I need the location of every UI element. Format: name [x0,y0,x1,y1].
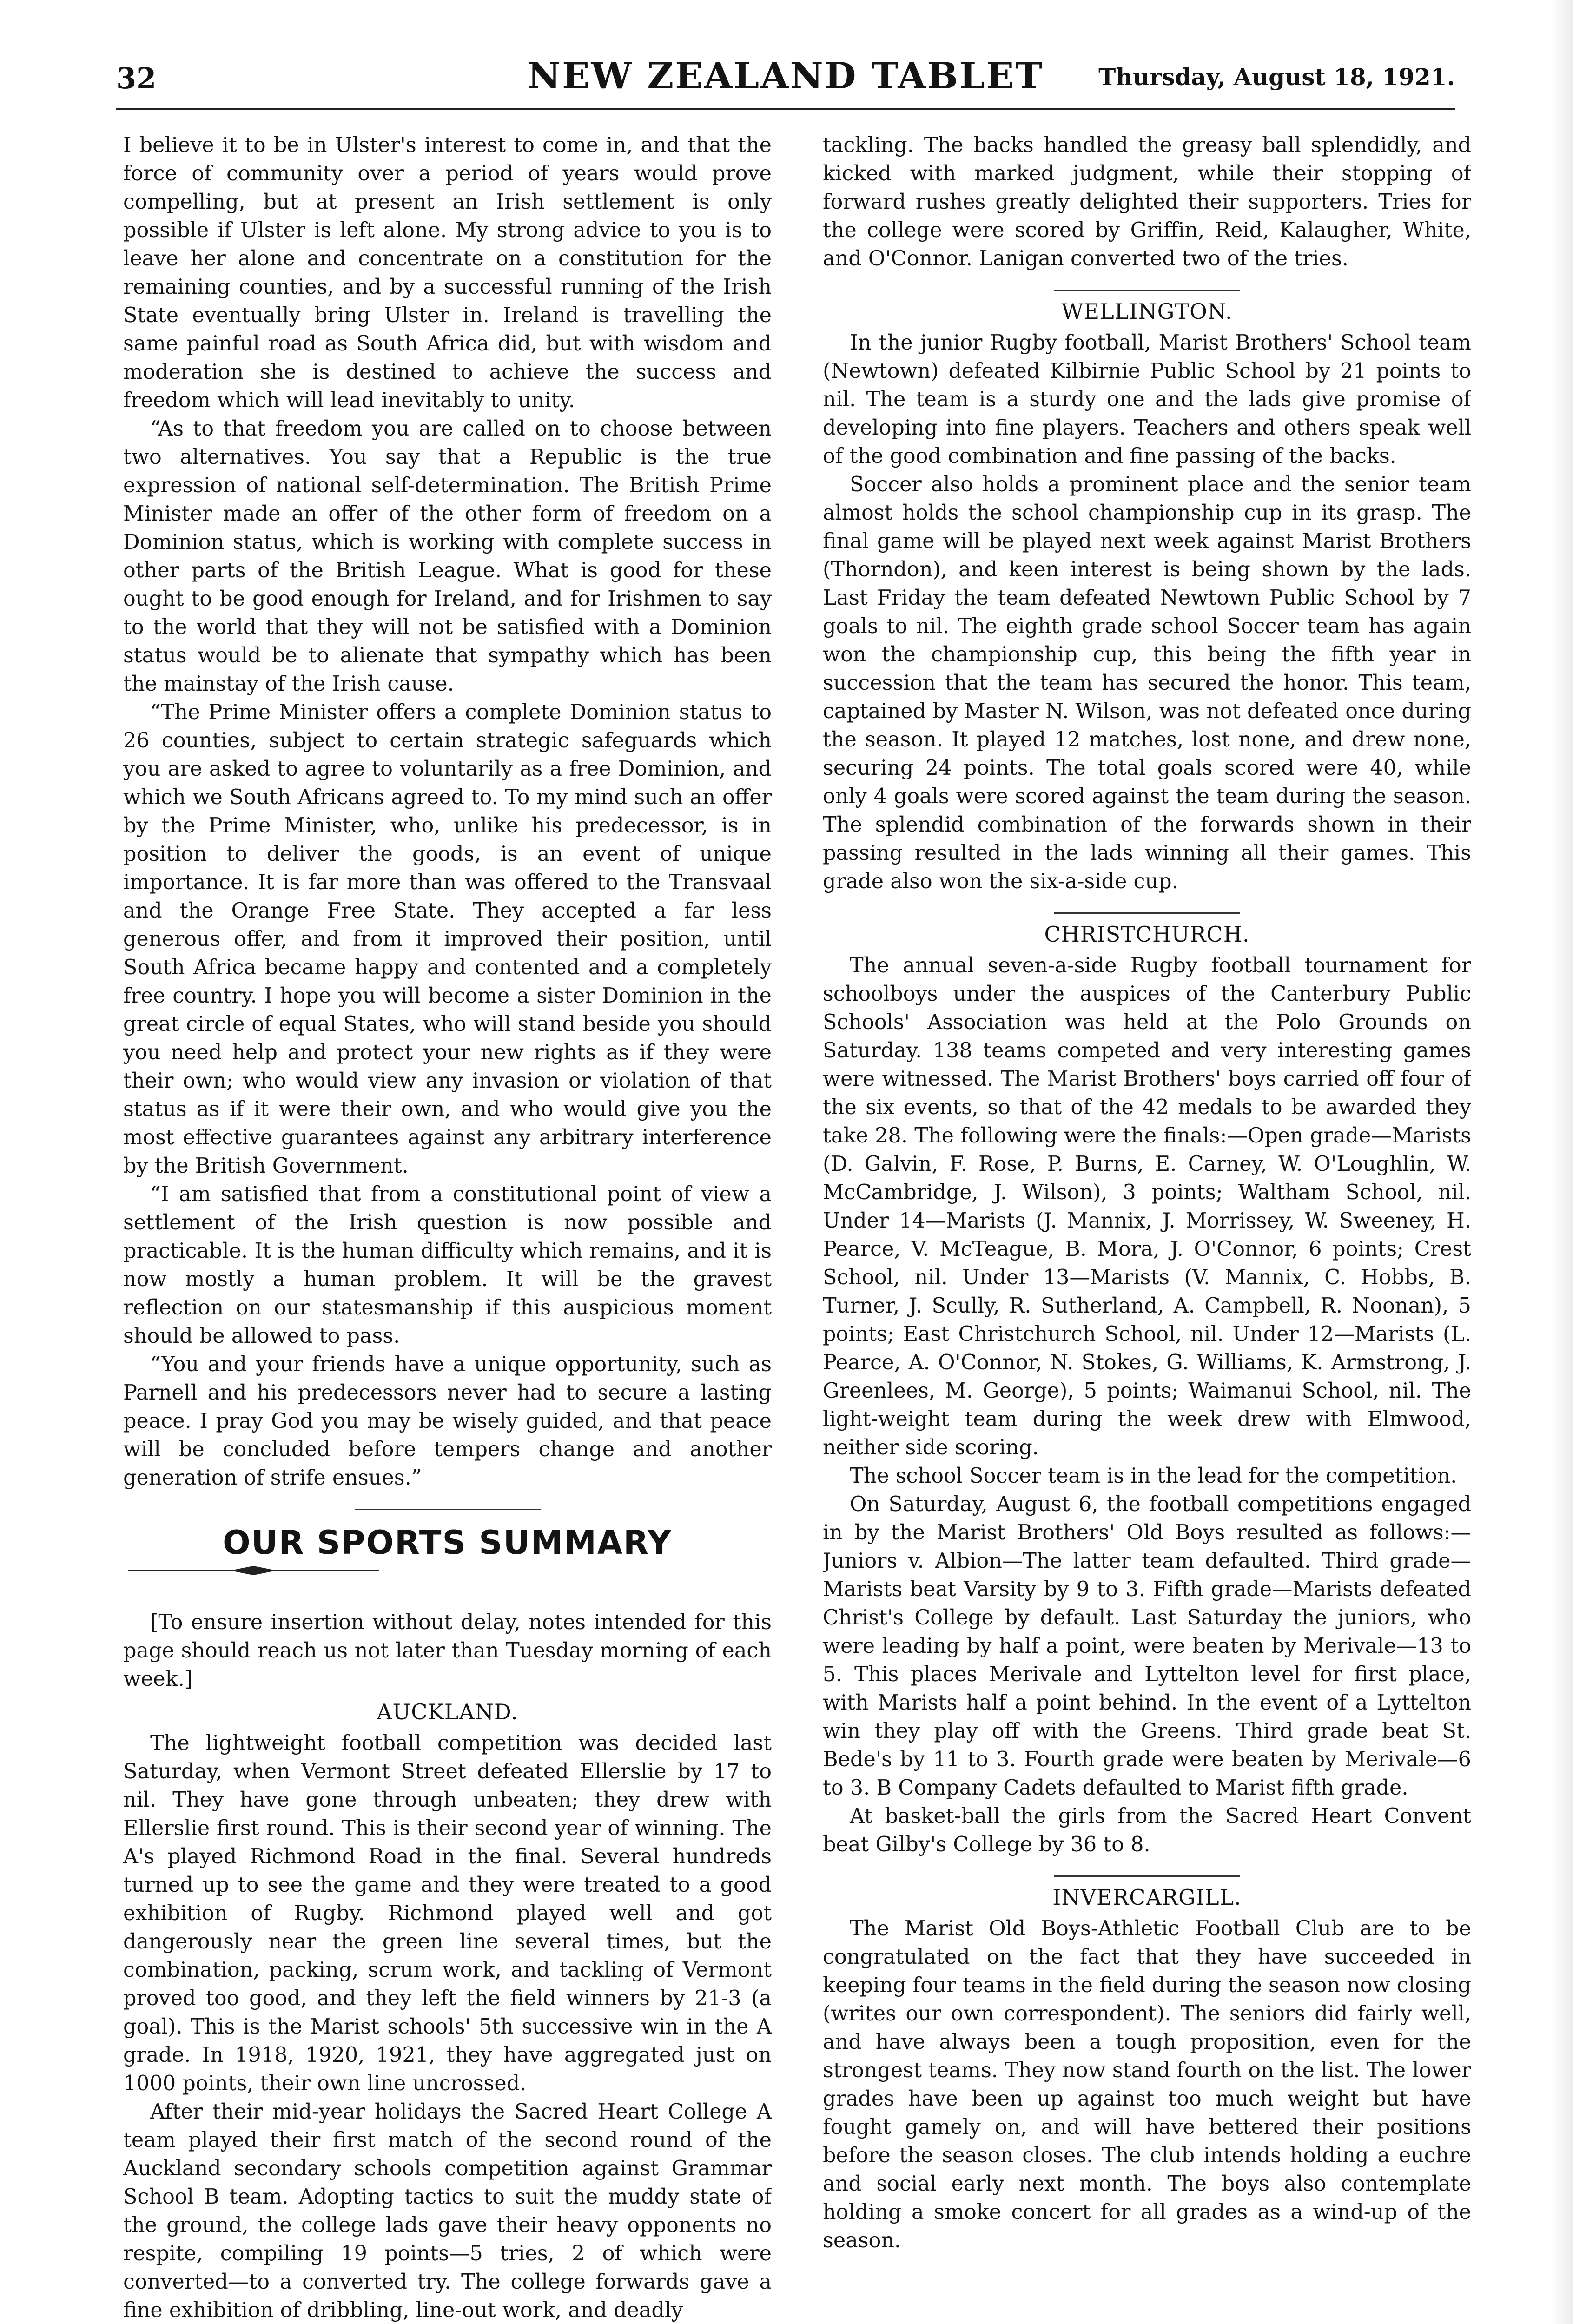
sports-note: [To ensure insertion without delay, notes intended for this page should reach us not later than Tuesday morning of each week.] [123,1611,772,1691]
issue-date: Thursday, August 18, 1921. [1098,63,1455,91]
sports-summary-title: OUR SPORTS SUMMARY [223,1524,672,1562]
article-paragraph: The Marist Old Boys-Athletic Football Club are to be congratulated on the fact that they have succeeded in keeping four teams in the field during the season now closing (writes our own correspondent). The seniors did fairly well, and have always been a tough proposition, even for the strongest teams. They now stand fourth on the list. The lower grades have been up against too much weight but have fought gamely on, and will have bettered their positions before the season closes. The club intends holding a euchre and social early next month. The boys also contemplate holding a smoke concert for all grades as a wind-up of the season. [823,1917,1471,2252]
article-paragraph: I believe it to be in Ulster's interest to come in, and that the force of community over a period of years would prove compelling, but at present an Irish settlement is only possible if Ulster is left alone. My strong advice to you is to leave her alone and concentrate on a constitution for the remaining counties, and by a successful running of the Irish State eventually bring Ulster in. Ireland is travelling the same painful road as South Africa did, but with wisdom and moderation she is destined to achieve the success and freedom which will lead inevitably to unity. [123,133,772,412]
article-paragraph: “As to that freedom you are called on to choose between two alternatives. You say that a Republic is the true expression of national self-determination. The British Prime Minister made an offer of the other form of freedom on a Dominion status, which is working with complete success in other parts of the British League. What is good for these ought to be good enough for Ireland, and for Irishmen to say to the world that they will not be satisfied with a Dominion status would be to alienate that sympathy which has been the mainstay of the Irish cause. [123,417,772,696]
article-paragraph: In the junior Rugby football, Marist Brothers' School team (Newtown) defeated Kilbirnie Public School by 21 points to nil. The team is a sturdy one and the lads give promise of developing into fine players. Teachers and others speak well of the good combination and fine passing of the backs. [823,331,1471,468]
header-rule [116,108,1455,110]
title-ornament-icon [123,1564,383,1578]
binding-edge [1550,0,1573,2324]
section-divider [1054,290,1240,291]
article-paragraph: “I am satisfied that from a constitutional point of view a settlement of the Irish question is now possible and practicable. It is the human difficulty which remains, and it is now mostly a human problem. It will be the gravest reflection on our statesmanship if this auspicious moment should be allowed to pass. [123,1182,772,1348]
section-divider [1054,1875,1240,1877]
article-paragraph: “You and your friends have a unique opportunity, such as Parnell and his predecessors never had to secure a lasting peace. I pray God you may be wisely guided, and that peace will be concluded before tempers change and another generation of strife ensues.” [123,1353,772,1490]
wellington-heading: WELLINGTON. [1061,299,1233,324]
page-header [116,55,1455,106]
masthead-title: NEW ZEALAND TABLET [527,55,1044,97]
christchurch-heading: CHRISTCHURCH. [1044,922,1250,947]
article-paragraph: At basket-ball the girls from the Sacred Heart Convent beat Gilby's College by 36 to 8. [823,1804,1471,1856]
left-column [123,131,772,2324]
article-paragraph: The annual seven-a-side Rugby football tournament for schoolboys under the auspices of the Canterbury Public Schools' Association was held at the Polo Grounds on Saturday. 138 teams competed and very interesting games were witnessed. The Marist Brothers' boys carried off four of the six events, so that of the 42 medals to be awarded they take 28. The following were the finals:—Open grade—Marists (D. Galvin, F. Rose, P. Burns, E. Carney, W. O'Loughlin, W. McCambridge, J. Wilson), 3 points; Waltham School, nil. Under 14—Marists (J. Mannix, J. Morrissey, W. Sweeney, H. Pearce, V. McTeague, B. Mora, J. O'Connor, 6 points; Crest School, nil. Under 13—Marists (V. Mannix, C. Hobbs, B. Turner, J. Scully, R. Sutherland, A. Campbell, R. Noonan), 5 points; East Christchurch School, nil. Under 12—Marists (L. Pearce, A. O'Connor, N. Stokes, G. Williams, K. Armstrong, J. Greenlees, M. George), 5 points; Waimanui School, nil. The light-weight team during the week drew with Elmwood, neither side scoring. [823,954,1471,1459]
invercargill-heading: INVERCARGILL. [1052,1885,1242,1910]
right-column [823,131,1471,2324]
article-paragraph: The lightweight football competition was decided last Saturday, when Vermont Street defeated Ellerslie by 17 to nil. They have gone through unbeaten; they drew with Ellerslie first round. This is their second year of winning. The A's played Richmond Road in the final. Several hundreds turned up to see the game and they were treated to a good exhibition of Rugby. Richmond played well and got dangerously near the green line several times, but the combination, packing, scrum work, and tackling of Vermont proved too good, and they left the field winners by 21-3 (a goal). This is the Marist schools' 5th successive win in the A grade. In 1918, 1920, 1921, they have aggregated just on 1000 points, their own line uncrossed. [123,1731,772,2095]
article-paragraph: “The Prime Minister offers a complete Dominion status to 26 counties, subject to certain strategic safeguards which you are asked to agree to voluntarily as a free Dominion, and which we South Africans agreed to. To my mind such an offer by the Prime Minister, who, unlike his predecessor, is in position to deliver the goods, is an event of unique importance. It is far more than was offered to the Transvaal and the Orange Free State. They accepted a far less generous offer, and from it improved their position, until South Africa became happy and contented and a completely free country. I hope you will become a sister Dominion in the great circle of equal States, who will stand beside you should you need help and protect your new rights as if they were their own; who would view any invasion or violation of that status as if it were their own, and who would give you the most effective guarantees against any arbitrary interference by the British Government. [123,700,772,1178]
article-paragraph: Soccer also holds a prominent place and the senior team almost holds the school championship cup in its grasp. The final game will be played next week against Marist Brothers (Thorndon), and keen interest is being shown by the lads. Last Friday the team defeated Newtown Public School by 7 goals to nil. The eighth grade school Soccer team has again won the championship cup, this being the fifth year in succession that the team has secured the honor. This team, captained by Master N. Wilson, was not defeated once during the season. It played 12 matches, lost none, and drew none, securing 24 points. The total goals scored were 40, while only 4 goals were scored against the team during the season. The splendid combination of the forwards shown in their passing resulted in the lads winning all their games. This grade also won the six-a-side cup. [823,473,1471,893]
section-divider [355,1509,541,1510]
article-paragraph: After their mid-year holidays the Sacred Heart College A team played their first match of the second round of the Auckland secondary schools competition against Grammar School B team. Adopting tactics to suit the muddy state of the ground, the college lads gave their heavy opponents no respite, compiling 19 points—5 tries, 2 of which were converted—to a converted try. The college forwards gave a fine exhibition of dribbling, line-out work, and deadly [123,2100,772,2322]
article-paragraph: On Saturday, August 6, the football competitions engaged in by the Marist Brothers' Old Boys resulted as follows:—Juniors v. Albion—The latter team defaulted. Third grade—Marists beat Varsity by 9 to 3. Fifth grade—Marists defeated Christ's College by default. Last Saturday the juniors, who were leading by half a point, were beaten by Merivale—13 to 5. This places Merivale and Lyttelton level for first place, with Marists half a point behind. In the event of a Lyttelton win they play off with the Greens. Third grade beat St. Bede's by 11 to 3. Fourth grade were beaten by Merivale—6 to 3. B Company Cadets defaulted to Marist fifth grade. [823,1492,1471,1800]
page-number: 32 [116,61,157,95]
auckland-heading: AUCKLAND. [377,1699,518,1724]
article-paragraph: The school Soccer team is in the lead for the competition. [850,1464,1457,1488]
section-divider [1054,912,1240,914]
article-paragraph: tackling. The backs handled the greasy ball splendidly, and kicked with marked judgment, while their stopping of forward rushes greatly delighted their supporters. Tries for the college were scored by Griffin, Reid, Kalaugher, White, and O'Connor. Lanigan converted two of the tries. [823,133,1471,271]
